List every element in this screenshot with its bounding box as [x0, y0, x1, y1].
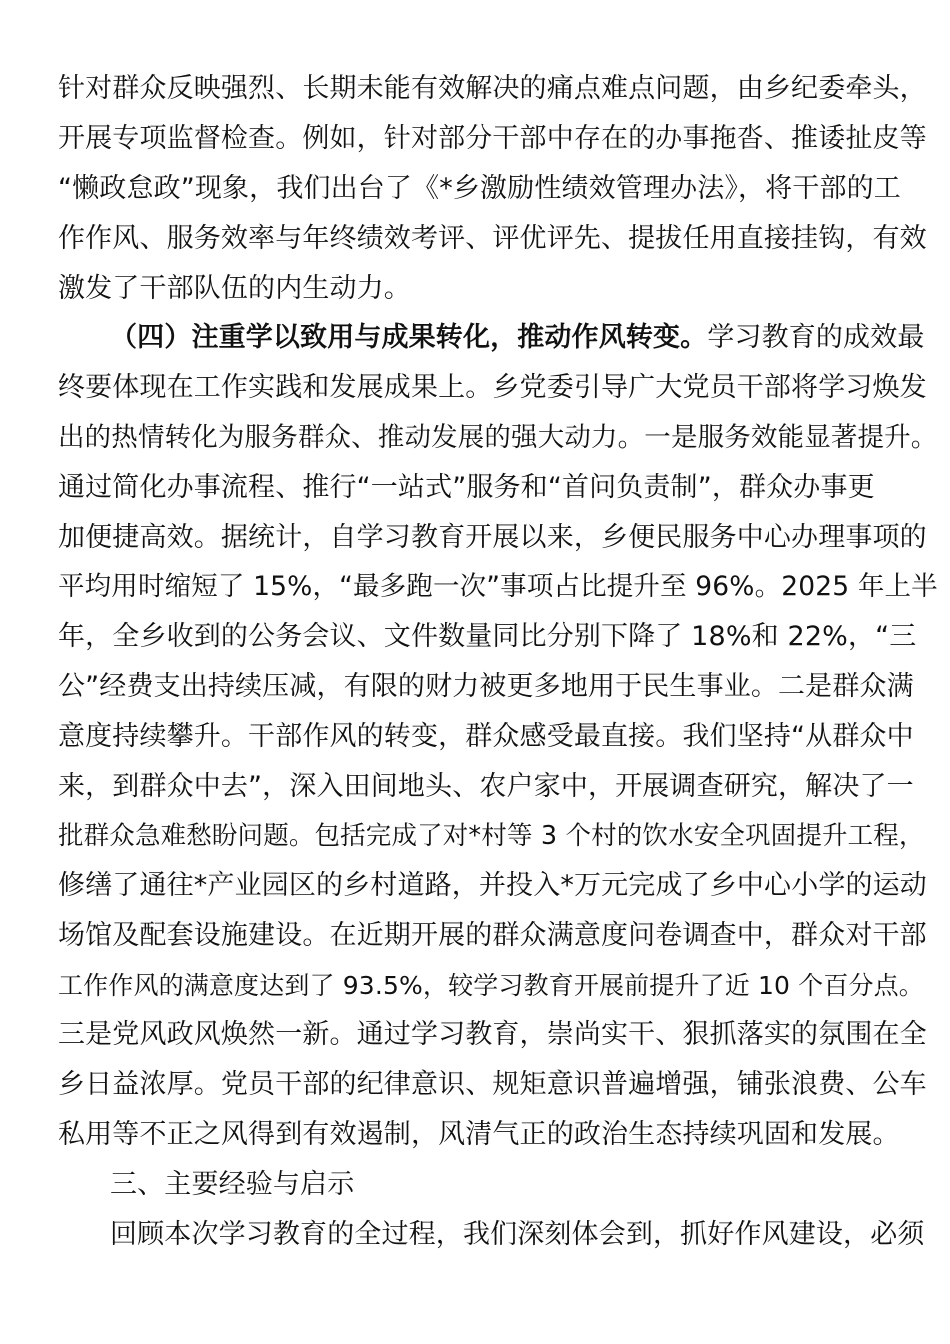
paragraph-line: 加便捷高效。据统计，自学习教育开展以来，乡便民服务中心办理事项的 [58, 522, 927, 553]
paragraph-line: 私用等不正之风得到有效遏制，风清气正的政治生态持续巩固和发展。 [58, 1119, 900, 1150]
paragraph-line: 回顾本次学习教育的全过程，我们深刻体会到，抓好作风建设，必须 [110, 1219, 925, 1250]
paragraph-line: 公”经费支出持续压减，有限的财力被更多地用于民生事业。二是群众满 [58, 671, 914, 702]
paragraph-line: 修缮了通往*产业园区的乡村道路，并投入*万元完成了乡中心小学的运动 [58, 870, 927, 901]
paragraph-line: 作作风、服务效率与年终绩效考评、评优评先、提拔任用直接挂钩，有效 [58, 223, 927, 254]
chapter-heading: 三、主要经验与启示 [110, 1169, 355, 1200]
paragraph-line: 批群众急难愁盼问题。包括完成了对*村等 3 个村的饮水安全巩固提升工程， [58, 821, 925, 851]
section-line [110, 320, 925, 356]
paragraph-line: 开展专项监督检查。例如，针对部分干部中存在的办事拖沓、推诿扯皮等 [58, 123, 927, 154]
paragraph-line: 平均用时缩短了 15%，“最多跑一次”事项占比提升至 96%。2025 年上半 [58, 571, 938, 602]
paragraph-line: “懒政怠政”现象，我们出台了《*乡激励性绩效管理办法》，将干部的工 [58, 173, 901, 204]
paragraph-line: 出的热情转化为服务群众、推动发展的强大动力。一是服务效能显著提升。 [58, 422, 938, 453]
paragraph-line: 三是党风政风焕然一新。通过学习教育，崇尚实干、狠抓落实的氛围在全 [58, 1019, 927, 1050]
paragraph-line: 来，到群众中去”，深入田间地头、农户家中，开展调查研究，解决了一 [58, 771, 914, 802]
paragraph-line: 工作作风的满意度达到了 93.5%，较学习教育开展前提升了近 10 个百分点。 [58, 971, 924, 1000]
paragraph-line: 激发了干部队伍的内生动力。 [58, 273, 411, 304]
paragraph-line: 场馆及配套设施建设。在近期开展的群众满意度问卷调查中，群众对干部 [58, 920, 927, 951]
paragraph-line: 年，全乡收到的公务会议、文件数量同比分别下降了 18%和 22%，“三 [58, 621, 917, 652]
paragraph-line: 终要体现在工作实践和发展成果上。乡党委引导广大党员干部将学习焕发 [58, 372, 927, 403]
paragraph-line: 通过简化办事流程、推行“一站式”服务和“首问负责制”，群众办事更 [58, 472, 875, 503]
paragraph-line: 意度持续攀升。干部作风的转变，群众感受最直接。我们坚持“从群众中 [58, 721, 914, 752]
section-heading: （四）注重学以致用与成果转化，推动作风转变。 [110, 322, 708, 353]
paragraph-line: 针对群众反映强烈、长期未能有效解决的痛点难点问题，由乡纪委牵头， [58, 73, 927, 104]
section-lead-text: 学习教育的成效最 [707, 322, 925, 353]
paragraph-line: 乡日益浓厚。党员干部的纪律意识、规矩意识普遍增强，铺张浪费、公车 [58, 1069, 927, 1100]
